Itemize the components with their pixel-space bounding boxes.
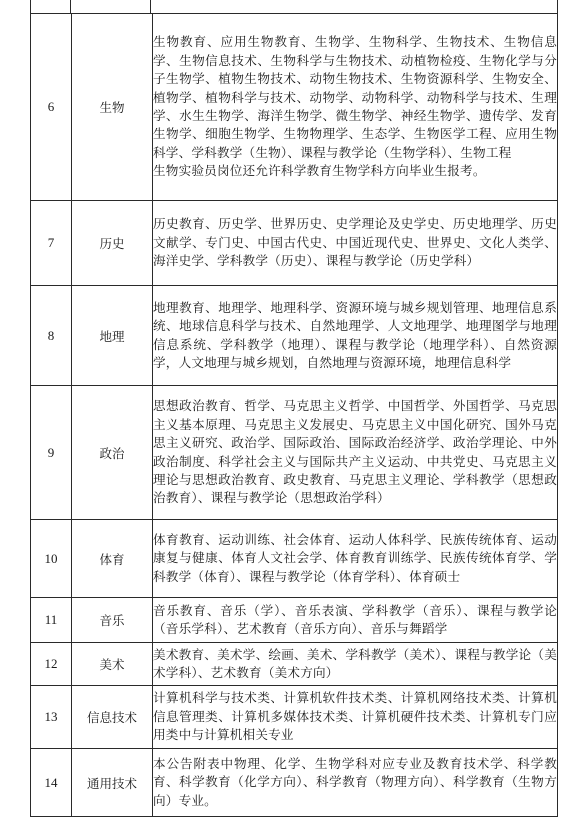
table-row: [31, 520, 558, 598]
majors-cell: [153, 598, 558, 643]
row-number: 9: [31, 386, 72, 520]
majors-text: 美术教育、美术学、绘画、美术、学科教学（美术）、课程与教学论（美术学科）、艺术教育（美术方向）: [153, 646, 557, 680]
table-row: [31, 749, 558, 817]
subject-name: 通用技术: [72, 749, 153, 817]
row-number: 13: [31, 686, 72, 749]
majors-cell: [153, 749, 558, 817]
majors-text: 地理教育、地理学、地理科学、资源环境与城乡规划管理、地理信息系统、地球信息科学与技术、自然地理学、人文地理学、地理图学与地理信息系统、学科教学（地理）、课程与教学论（地理学科）、自然资源学，人文地理与城乡规划，自然地理与资源环境，地理信息科学: [153, 299, 557, 370]
column-divider: [70, 0, 71, 14]
subject-name: 历史: [72, 201, 153, 286]
row-number: 12: [31, 643, 72, 686]
row-number: 6: [31, 14, 72, 201]
majors-cell: [153, 14, 558, 201]
subject-name: 音乐: [72, 598, 153, 643]
majors-cell: [153, 520, 558, 598]
table-row: [31, 386, 558, 520]
majors-cell: [153, 201, 558, 286]
subject-name: 信息技术: [72, 686, 153, 749]
row-number: 10: [31, 520, 72, 598]
majors-text: 本公告附表中物理、化学、生物学科对应专业及教育技术学、科学教育、科学教育（化学方向）、科学教育（物理方向）、科学教育（生物方向）专业。: [153, 755, 557, 808]
majors-text: 历史教育、历史学、世界历史、史学理论及史学史、历史地理学、历史文献学、专门史、中国古代史、中国近现代史、世界史、文化人类学、海洋史学、学科教学（历史）、课程与教学论（历史学科）: [153, 216, 557, 269]
row-number: 11: [31, 598, 72, 643]
table-row: [31, 598, 558, 643]
subject-majors-table: [30, 13, 558, 817]
table-top-continuation: [30, 0, 558, 14]
majors-text: 思想政治教育、哲学、马克思主义哲学、中国哲学、外国哲学、马克思主义基本原理、马克思主义发展史、马克思主义中国化研究、国外马克思主义研究、政治学、国际政治、国际政治经济学、政治学理论、中外政治制度、科学社会主义与国际共产主义运动、中共党史、马克思主义理论与思想政治教育、政史教育、马克思主义理论、学科教学（思想政治教育）、课程与教学论（思想政治学科）: [153, 398, 557, 506]
majors-text: 生物教育、应用生物教育、生物学、生物科学、生物技术、生物信息学、生物信息技术、生物科学与生物技术、动植物检疫、生物化学与分子生物学、植物生物技术、动物生物技术、生物资源科学、生物安全、植物学、植物科学与技术、动物学、动物科学、动物科学与技术、生理学、水生生物学、海洋生物学、微生物学、神经生物学、遗传学、发育生物学、细胞生物学、生物物理学、生态学、生物医学工程、应用生物科学、学科教学（生物）、课程与教学论（生物学科）、生物工程: [153, 34, 557, 160]
majors-note: 生物实验员岗位还允许科学教育生物学科方向毕业生报考。: [153, 163, 486, 179]
majors-text: 体育教育、运动训练、社会体育、运动人体科学、民族传统体育、运动康复与健康、体育人文社会学、体育教育训练学、民族传统体育学、学科教学（体育）、课程与教学论（体育学科）、体育硕士: [153, 531, 557, 584]
subject-name: 美术: [72, 643, 153, 686]
table-row: [31, 686, 558, 749]
majors-cell: [153, 643, 558, 686]
row-number: 8: [31, 286, 72, 386]
table-row: [31, 201, 558, 286]
column-divider: [150, 0, 151, 14]
majors-cell: [153, 386, 558, 520]
subject-name: 生物: [72, 14, 153, 201]
subject-name: 政治: [72, 386, 153, 520]
subject-name: 体育: [72, 520, 153, 598]
majors-cell: [153, 286, 558, 386]
row-number: 7: [31, 201, 72, 286]
table-row: [31, 14, 558, 201]
majors-text: 音乐教育、音乐（学）、音乐表演、学科教学（音乐）、课程与教学论（音乐学科）、艺术教育（音乐方向）、音乐与舞蹈学: [153, 602, 557, 636]
majors-cell: [153, 686, 558, 749]
table-row: [31, 286, 558, 386]
row-number: 14: [31, 749, 72, 817]
subject-name: 地理: [72, 286, 153, 386]
majors-text: 计算机科学与技术类、计算机软件技术类、计算机网络技术类、计算机信息管理类、计算机多媒体技术类、计算机硬件技术类、计算机专门应用类中与计算机相关专业: [153, 690, 557, 743]
table-row: [31, 643, 558, 686]
